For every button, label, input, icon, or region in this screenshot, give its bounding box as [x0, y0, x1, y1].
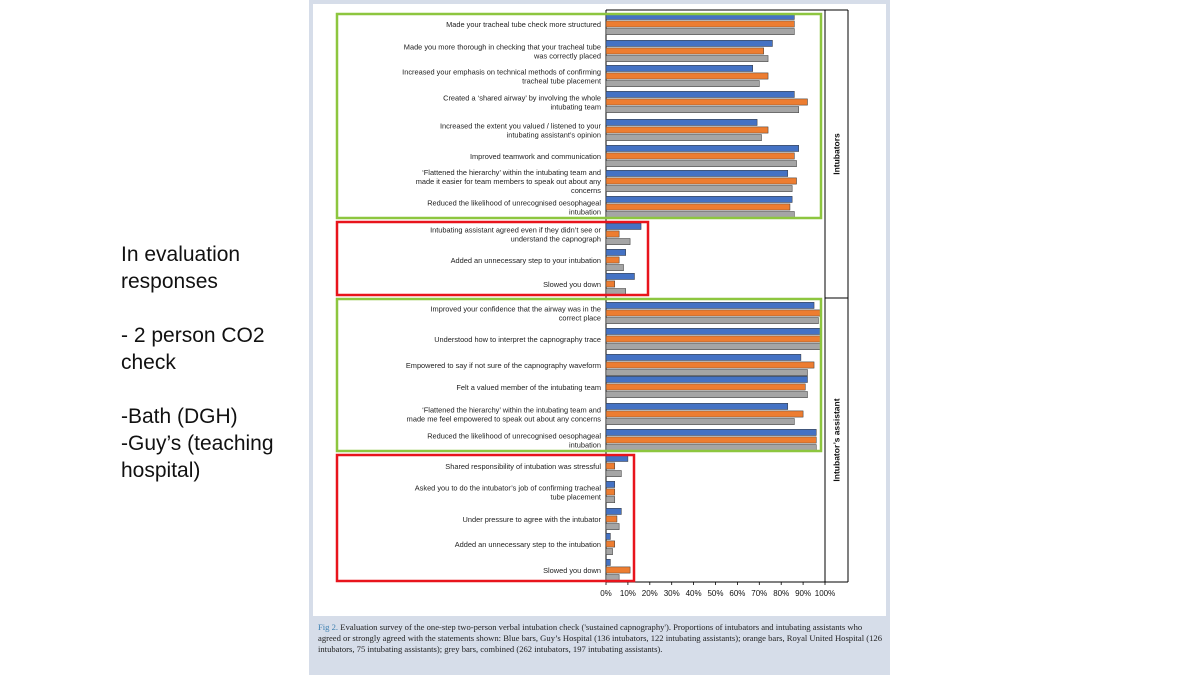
- bar: [606, 265, 624, 271]
- bar: [606, 463, 615, 469]
- bar: [606, 249, 626, 255]
- x-tick-label: 60%: [729, 589, 746, 598]
- bar: [606, 328, 821, 334]
- category-label: Improved your confidence that the airway was in the correct place: [430, 304, 601, 323]
- category-label: Made you more thorough in checking that your tracheal tube was correctly placed: [403, 42, 601, 61]
- bar: [606, 508, 621, 514]
- bar: [606, 481, 615, 487]
- category-label: Reduced the likelihood of unrecognised oesophageal intubation: [427, 431, 601, 450]
- category-label: Slowed you down: [543, 280, 601, 289]
- x-tick-label: 10%: [619, 589, 636, 598]
- bar: [606, 186, 792, 192]
- bar: [606, 354, 801, 360]
- notes-line: responses: [121, 270, 218, 293]
- bar: [606, 302, 814, 308]
- bar: [606, 127, 768, 133]
- bar: [606, 73, 768, 79]
- notes-gap: [121, 376, 306, 403]
- bar: [606, 21, 794, 27]
- bar: [606, 403, 788, 409]
- bar: [606, 81, 759, 87]
- notes-line: -Guy’s (teaching: [121, 432, 274, 455]
- notes-line: - 2 person CO2: [121, 324, 265, 347]
- bar: [606, 223, 641, 229]
- bar: [606, 471, 621, 477]
- notes-line: hospital): [121, 459, 201, 482]
- bar: [606, 541, 615, 547]
- bar: [606, 392, 807, 398]
- bar: [606, 429, 816, 435]
- bar: [606, 437, 816, 443]
- bar: [606, 231, 619, 237]
- x-tick-label: 40%: [685, 589, 702, 598]
- x-tick-label: 20%: [641, 589, 658, 598]
- bar: [606, 336, 821, 342]
- bar: [606, 48, 764, 54]
- bar: [606, 344, 821, 350]
- bar: [606, 145, 799, 151]
- bar: [606, 419, 794, 425]
- speaker-notes: [121, 241, 306, 484]
- bar: [606, 411, 803, 417]
- bar: [606, 91, 794, 97]
- bar: [606, 65, 753, 71]
- bar: [606, 257, 619, 263]
- category-label: Created a ‘shared airway’ by involving the whole intubating team: [443, 93, 601, 112]
- x-tick-label: 30%: [663, 589, 680, 598]
- category-label: Made your tracheal tube check more structured: [446, 20, 601, 29]
- category-label: Increased the extent you valued / listened to your intubating assistant’s opinion: [439, 121, 601, 140]
- bar: [606, 239, 630, 245]
- category-label: Shared responsibility of intubation was stressful: [445, 462, 601, 471]
- x-tick-label: 80%: [773, 589, 790, 598]
- bar: [606, 549, 613, 555]
- group-label: Intubator’s assistant: [831, 398, 842, 482]
- category-label: Added an unnecessary step to the intubation: [454, 540, 601, 549]
- category-label: Felt a valued member of the intubating team: [456, 383, 601, 392]
- bar: [606, 310, 821, 316]
- x-tick-label: 70%: [751, 589, 768, 598]
- caption-text: Evaluation survey of the one-step two-person verbal intubation check ('sustained capnography'). Proportions of intubators and intubating assistants who agreed or strongly agreed with the statements shown: Blue bars, Guy’s Hospital (136 intubators, 122 intubating assistants); orange bars, Royal United Hospital (126 intubators, 75 intubating assistants); grey bars, combined (262 intubators, 197 intubating assistants).: [318, 622, 882, 654]
- category-label: Asked you to do the intubator’s job of confirming tracheal tube placement: [414, 483, 601, 502]
- x-tick-label: 50%: [707, 589, 724, 598]
- bar: [606, 318, 818, 324]
- category-label: Added an unnecessary step to your intubation: [450, 256, 601, 265]
- bar: [606, 119, 757, 125]
- bar: [606, 384, 805, 390]
- chart-figure: [309, 0, 890, 675]
- bar: [606, 204, 790, 210]
- bar: [606, 376, 807, 382]
- bar: [606, 56, 768, 62]
- bar: [606, 559, 610, 565]
- category-label: ‘Flattened the hierarchy’ within the intubating team and made it easier for team members to speak out about any concerns: [415, 168, 601, 195]
- bar: [606, 281, 615, 287]
- group-label: Intubators: [831, 133, 842, 175]
- bar: [606, 99, 807, 105]
- notes-line: -Bath (DGH): [121, 405, 238, 428]
- category-label: ‘Flattened the hierarchy’ within the intubating team and made me feel empowered to speak out about any concerns: [406, 405, 601, 424]
- x-tick-label: 90%: [795, 589, 812, 598]
- bar: [606, 273, 634, 279]
- bar: [606, 170, 788, 176]
- bar: [606, 107, 799, 113]
- bar: [606, 196, 792, 202]
- category-label: Intubating assistant agreed even if they didn’t see or understand the capnograph: [430, 225, 601, 244]
- category-label: Reduced the likelihood of unrecognised oesophageal intubation: [427, 198, 601, 217]
- bar: [606, 567, 630, 573]
- bar-chart: [309, 0, 890, 675]
- category-label: Slowed you down: [543, 566, 601, 575]
- category-label: Increased your emphasis on technical methods of confirming tracheal tube placement: [402, 67, 601, 86]
- notes-line: In evaluation: [121, 243, 241, 266]
- bar: [606, 40, 772, 46]
- caption-label: Fig 2.: [318, 622, 339, 632]
- bar: [606, 362, 814, 368]
- notes-line: check: [121, 351, 176, 374]
- x-tick-label: 0%: [600, 589, 612, 598]
- bar: [606, 524, 619, 530]
- notes-gap: [121, 295, 306, 322]
- bar: [606, 516, 617, 522]
- bar: [606, 29, 794, 35]
- bar: [606, 178, 797, 184]
- bar: [606, 497, 615, 503]
- bar: [606, 135, 761, 141]
- category-label: Empowered to say if not sure of the capnography waveform: [405, 361, 601, 370]
- figure-caption: [318, 622, 884, 654]
- bar: [606, 153, 794, 159]
- category-label: Understood how to interpret the capnography trace: [434, 335, 601, 344]
- bar: [606, 489, 615, 495]
- bar: [606, 161, 797, 167]
- category-label: Under pressure to agree with the intubator: [462, 515, 601, 524]
- bar: [606, 370, 807, 376]
- bar: [606, 533, 610, 539]
- x-tick-label: 100%: [814, 589, 836, 598]
- category-label: Improved teamwork and communication: [469, 152, 601, 161]
